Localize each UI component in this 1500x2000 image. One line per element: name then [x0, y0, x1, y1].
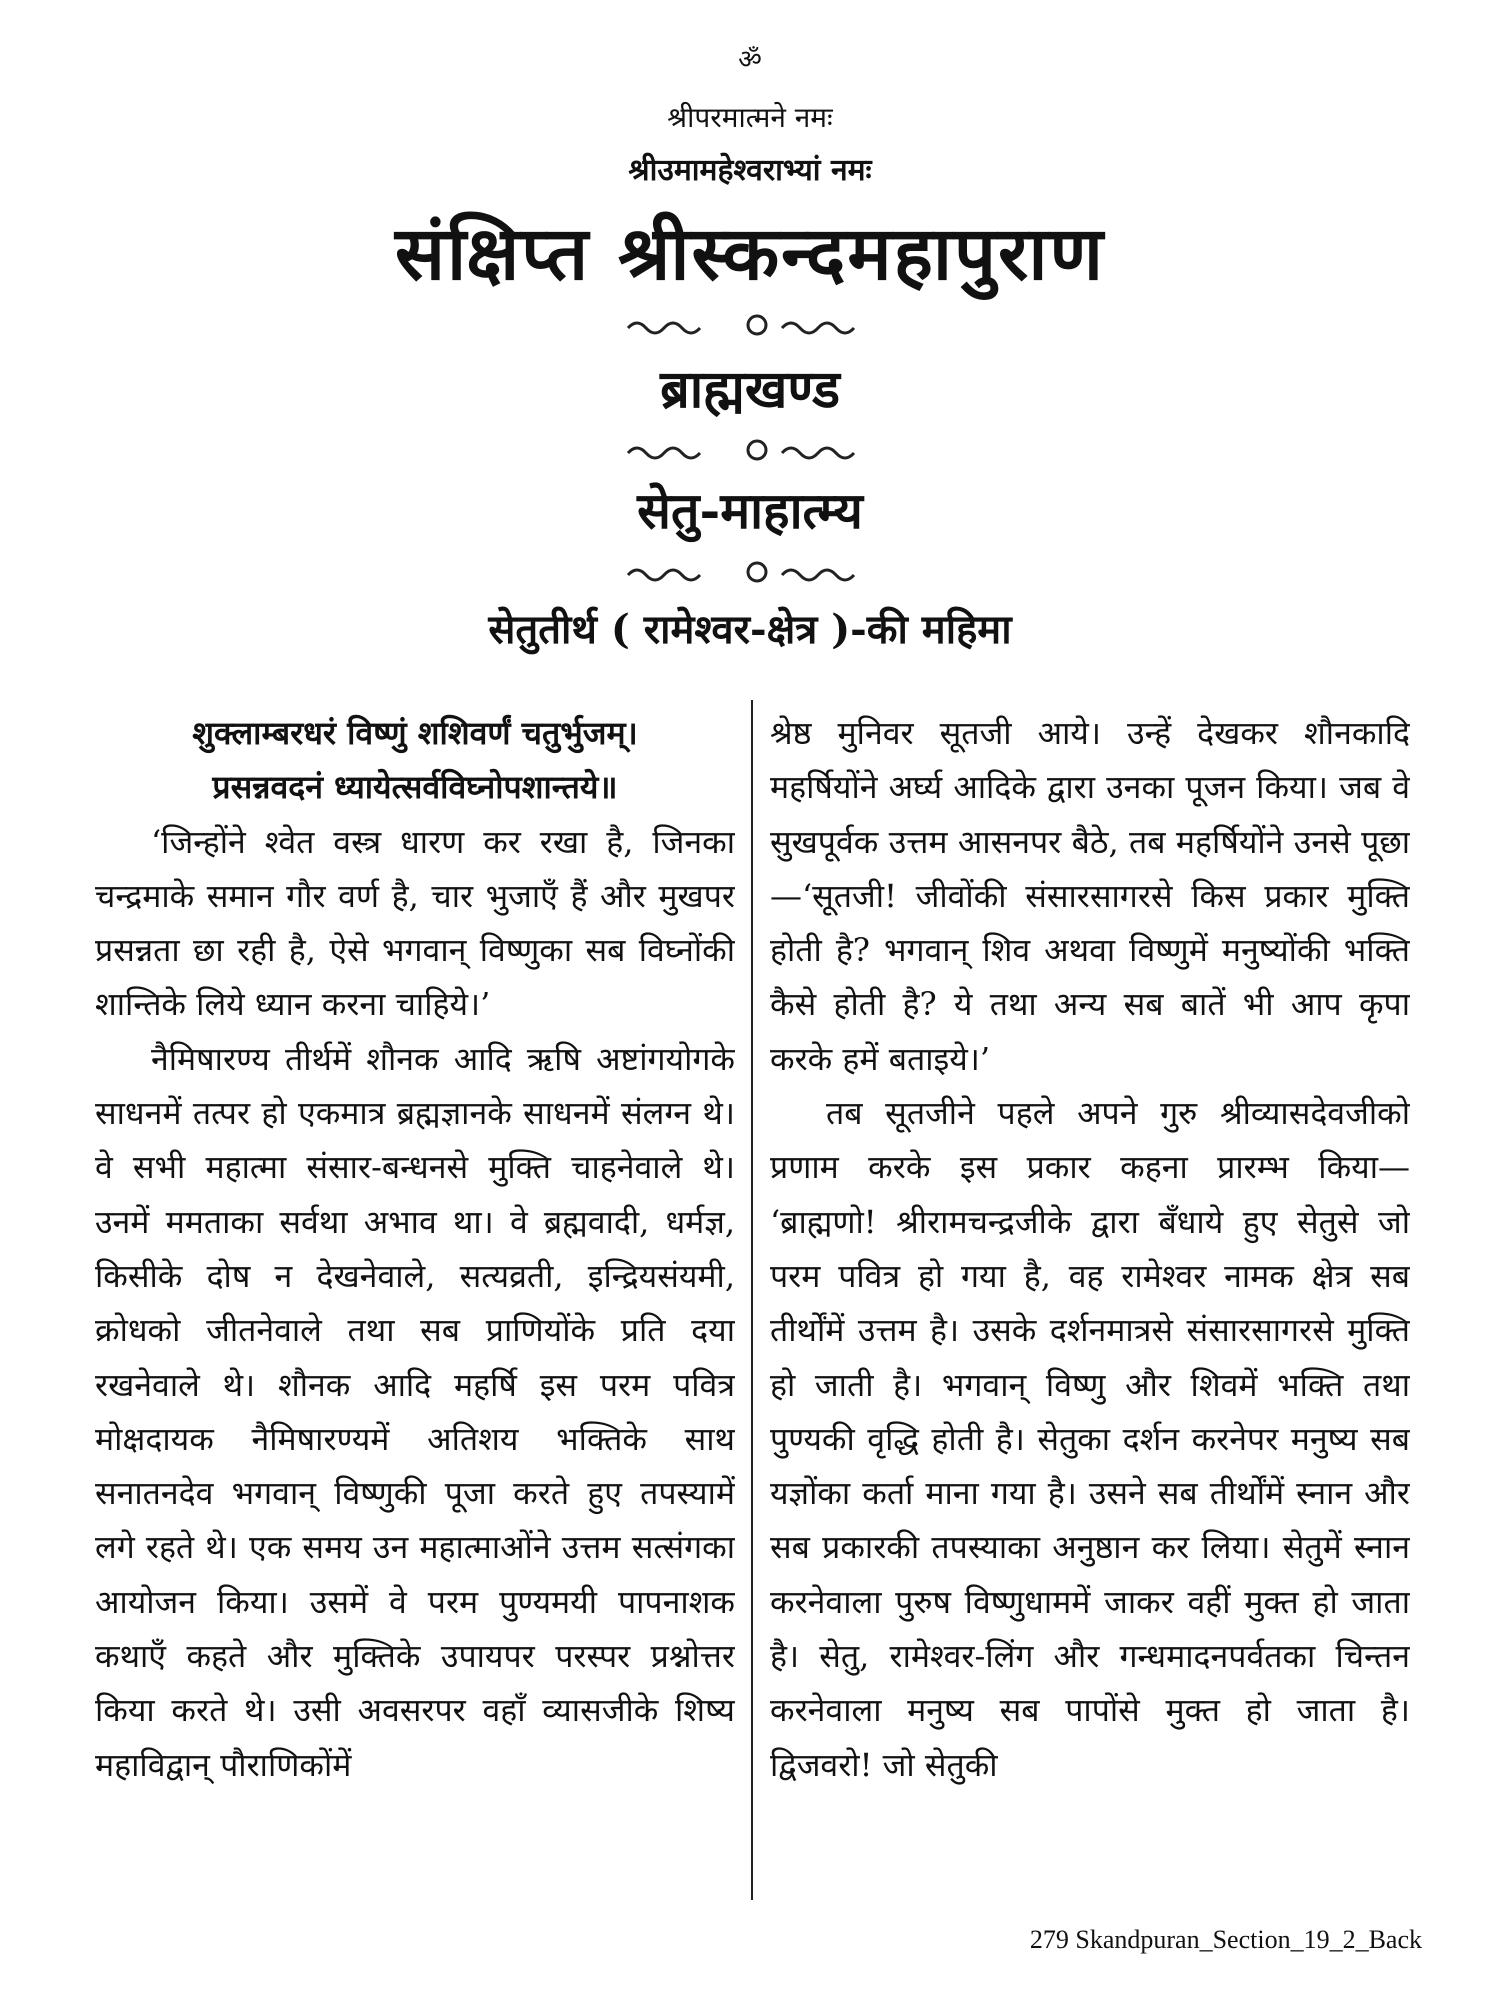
paragraph: श्रेष्ठ मुनिवर सूतजी आये। उन्हें देखकर शौनकादि महर्षियोंने अर्घ्य आदिके द्वारा उनका पूजन किया। जब वे सुखपूर्वक उत्तम आसनपर बैठे, तब महर्षियोंने उनसे पूछा—‘सूतजी! जीवोंकी संसारसागरसे किस प्रकार मुक्ति होती है? भगवान् शिव अथवा विष्णुमें मनुष्योंकी भक्ति कैसे होती है? ये तथा अन्य सब बातें भी आप कृपा करके हमें बताइये।’	[770, 714, 1410, 1078]
ornament-divider-icon	[0, 435, 1500, 465]
verse-line-2: प्रसन्नवदनं ध्यायेत्सर्वविघ्नोपशान्तये॥	[212, 768, 618, 807]
chapter-heading: सेतुतीर्थ ( रामेश्वर-क्षेत्र )-की महिमा	[488, 606, 1012, 653]
subsection-heading: सेतु-माहात्म्य	[637, 481, 863, 540]
section-heading: ब्राह्मखण्ड	[660, 359, 840, 420]
left-column	[95, 706, 735, 1901]
ornament-divider-icon	[0, 310, 1500, 340]
verse-line-1: शुक्लाम्बरधरं विष्णुं शशिवर्णं चतुर्भुजम्।	[192, 714, 638, 752]
right-column	[770, 706, 1410, 1901]
ornament-divider-icon	[0, 557, 1500, 587]
paragraph: नैमिषारण्य तीर्थमें शौनक आदि ऋषि अष्टांगयोगके साधनमें तत्पर हो एकमात्र ब्रह्मज्ञानके साधनमें संलग्न थे। वे सभी महात्मा संसार-बन्धनसे मुक्ति चाहनेवाले थे। उनमें ममताका सर्वथा अभाव था। वे ब्रह्मवादी, धर्मज्ञ, किसीके दोष न देखनेवाले, सत्यव्रती, इन्द्रियसंयमी, क्रोधको जीतनेवाले तथा सब प्राणियोंके प्रति दया रखनेवाले थे। शौनक आदि महर्षि इस परम पवित्र मोक्षदायक नैमिषारण्यमें अतिशय भक्तिके साथ सनातनदेव भगवान् विष्णुकी पूजा करते हुए तपस्यामें लगे रहते थे। एक समय उन महात्माओंने उत्तम सत्संगका आयोजन किया। उसमें वे परम पुण्यमयी पापनाशक कथाएँ कहते और मुक्तिके उपायपर परस्पर प्रश्नोत्तर किया करते थे। उसी अवसरपर वहाँ व्यासजीके शिष्य महाविद्वान् पौराणिकोंमें	[95, 1039, 735, 1784]
page-title: संक्षिप्त श्रीस्कन्दमहापुराण	[395, 211, 1105, 297]
paragraph: ‘जिन्होंने श्वेत वस्त्र धारण कर रखा है, जिनका चन्द्रमाके समान गौर वर्ण है, चार भुजाएँ हैं और मुखपर प्रसन्नता छा रही है, ऐसे भगवान् विष्णुका सब विघ्नोंकी शान्तिके लिये ध्यान करना चाहिये।’	[95, 822, 735, 1024]
om-symbol: ॐ	[738, 45, 762, 75]
invocation-line-2: श्रीउमामहेश्वराभ्यां नमः	[628, 153, 872, 188]
page-footer-label: 279 Skandpuran_Section_19_2_Back	[1029, 1925, 1422, 1954]
paragraph: तब सूतजीने पहले अपने गुरु श्रीव्यासदेवजीको प्रणाम करके इस प्रकार कहना प्रारम्भ किया— ‘ब्राह्मणो! श्रीरामचन्द्रजीके द्वारा बँधाये हुए सेतुसे जो परम पवित्र हो गया है, वह रामेश्वर नामक क्षेत्र सब तीर्थोंमें उत्तम है। उसके दर्शनमात्रसे संसारसागरसे मुक्ति हो जाती है। भगवान् विष्णु और शिवमें भक्ति तथा पुण्यकी वृद्धि होती है। सेतुका दर्शन करनेपर मनुष्य सब यज्ञोंका कर्ता माना गया है। उसने सब तीर्थोंमें स्नान और सब प्रकारकी तपस्याका अनुष्ठान कर लिया। सेतुमें स्नान करनेवाला पुरुष विष्णुधाममें जाकर वहीं मुक्त हो जाता है। सेतु, रामेश्वर-लिंग और गन्धमादनपर्वतका चिन्तन करनेवाला मनुष्य सब पापोंसे मुक्त हो जाता है। द्विजवरो! जो सेतुकी	[770, 1094, 1410, 1784]
invocation-line-1: श्रीपरमात्मने नमः	[667, 101, 833, 134]
column-divider	[751, 700, 753, 1900]
